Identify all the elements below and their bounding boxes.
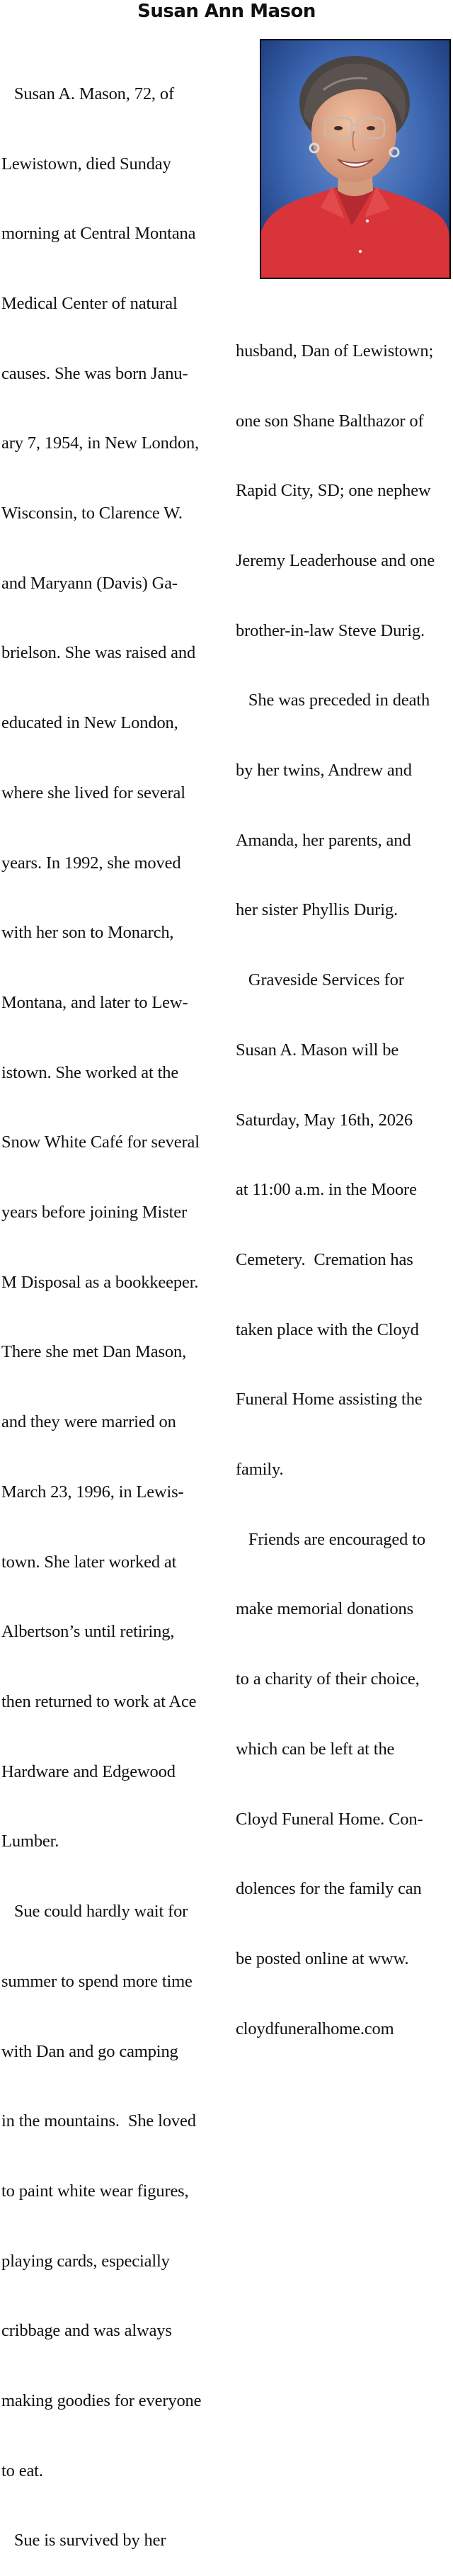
- text-line: town. She later worked at: [1, 1552, 177, 1572]
- text-line: Snow White Café for several: [1, 1133, 200, 1152]
- text-line: Hardware and Edgewood: [1, 1761, 176, 1781]
- portrait-photo: [260, 39, 451, 279]
- text-line: brielson. She was raised and: [1, 643, 196, 663]
- text-line: Lewistown, died Sunday: [1, 154, 171, 174]
- text-line: playing cards, especially: [1, 2251, 170, 2271]
- text-line: Friends are encouraged to: [236, 1529, 425, 1549]
- text-line: to paint white wear figures,: [1, 2181, 189, 2201]
- text-line: Graveside Services for: [236, 970, 404, 990]
- text-line: There she met Dan Mason,: [1, 1342, 187, 1362]
- text-line: years. In 1992, she moved: [1, 853, 181, 873]
- text-line: Sue is survived by her: [1, 2531, 166, 2551]
- text-line: cribbage and was always: [1, 2321, 172, 2341]
- text-line: making goodies for everyone: [1, 2391, 202, 2411]
- text-line: Saturday, May 16th, 2026: [236, 1110, 413, 1130]
- text-line: and they were married on: [1, 1412, 176, 1432]
- text-line: istown. She worked at the: [1, 1062, 179, 1082]
- text-line: family.: [236, 1460, 284, 1480]
- text-line: March 23, 1996, in Lewis-: [1, 1482, 184, 1502]
- text-line: make memorial donations: [236, 1599, 414, 1619]
- text-line: M Disposal as a bookkeeper.: [1, 1272, 199, 1292]
- text-line: ary 7, 1954, in New London,: [1, 433, 200, 453]
- text-line: where she lived for several: [1, 783, 185, 802]
- text-line: husband, Dan of Lewistown;: [236, 341, 434, 361]
- text-line: Montana, and later to Lew-: [1, 992, 188, 1012]
- text-line: educated in New London,: [1, 713, 178, 733]
- obituary-text-left-column: [1, 36, 228, 2576]
- text-line: Susan A. Mason will be: [236, 1040, 399, 1060]
- text-line: by her twins, Andrew and: [236, 761, 412, 781]
- text-line: one son Shane Balthazor of: [236, 411, 424, 431]
- text-line: Funeral Home assisting the: [236, 1390, 423, 1409]
- text-line: Jeremy Leaderhouse and one: [236, 550, 435, 570]
- text-line: to eat.: [1, 2461, 43, 2480]
- text-line: dolences for the family can: [236, 1879, 422, 1899]
- text-line: causes. She was born Janu-: [1, 363, 188, 383]
- text-line: She was preceded in death: [236, 691, 430, 710]
- text-line: to a charity of their choice,: [236, 1669, 420, 1689]
- text-line: with her son to Monarch,: [1, 923, 174, 943]
- text-line: Wisconsin, to Clarence W.: [1, 504, 183, 523]
- text-line: Susan A. Mason, 72, of: [1, 84, 174, 103]
- obituary-title: Susan Ann Mason: [137, 1, 316, 22]
- portrait-illustration: [261, 40, 449, 278]
- text-line: in the mountains. She loved: [1, 2111, 196, 2131]
- text-line: Cemetery. Cremation has: [236, 1249, 413, 1269]
- text-line: Albertson’s until retiring,: [1, 1622, 175, 1642]
- text-line: which can be left at the: [236, 1739, 395, 1759]
- text-line: and Maryann (Davis) Ga-: [1, 573, 178, 593]
- text-line: taken place with the Cloyd: [236, 1320, 419, 1339]
- text-line: Cloyd Funeral Home. Con-: [236, 1809, 423, 1829]
- text-line: summer to spend more time: [1, 1971, 193, 1991]
- text-line: then returned to work at Ace: [1, 1691, 197, 1711]
- text-line: with Dan and go camping: [1, 2041, 178, 2061]
- text-line: Rapid City, SD; one nephew: [236, 481, 431, 501]
- text-line: cloydfuneralhome.com: [236, 2019, 394, 2038]
- text-line: years before joining Mister: [1, 1203, 187, 1222]
- text-line: Amanda, her parents, and: [236, 830, 411, 850]
- text-line: Sue could hardly wait for: [1, 1902, 188, 1922]
- text-line: be posted online at www.: [236, 1948, 409, 1968]
- text-line: Medical Center of natural: [1, 293, 178, 313]
- text-line: morning at Central Montana: [1, 224, 196, 244]
- text-line: brother-in-law Steve Durig.: [236, 620, 425, 640]
- text-line: her sister Phyllis Durig.: [236, 900, 398, 920]
- obituary-text-right-column: [236, 293, 453, 2064]
- text-line: Lumber.: [1, 1832, 59, 1851]
- text-line: at 11:00 a.m. in the Moore: [236, 1180, 417, 1200]
